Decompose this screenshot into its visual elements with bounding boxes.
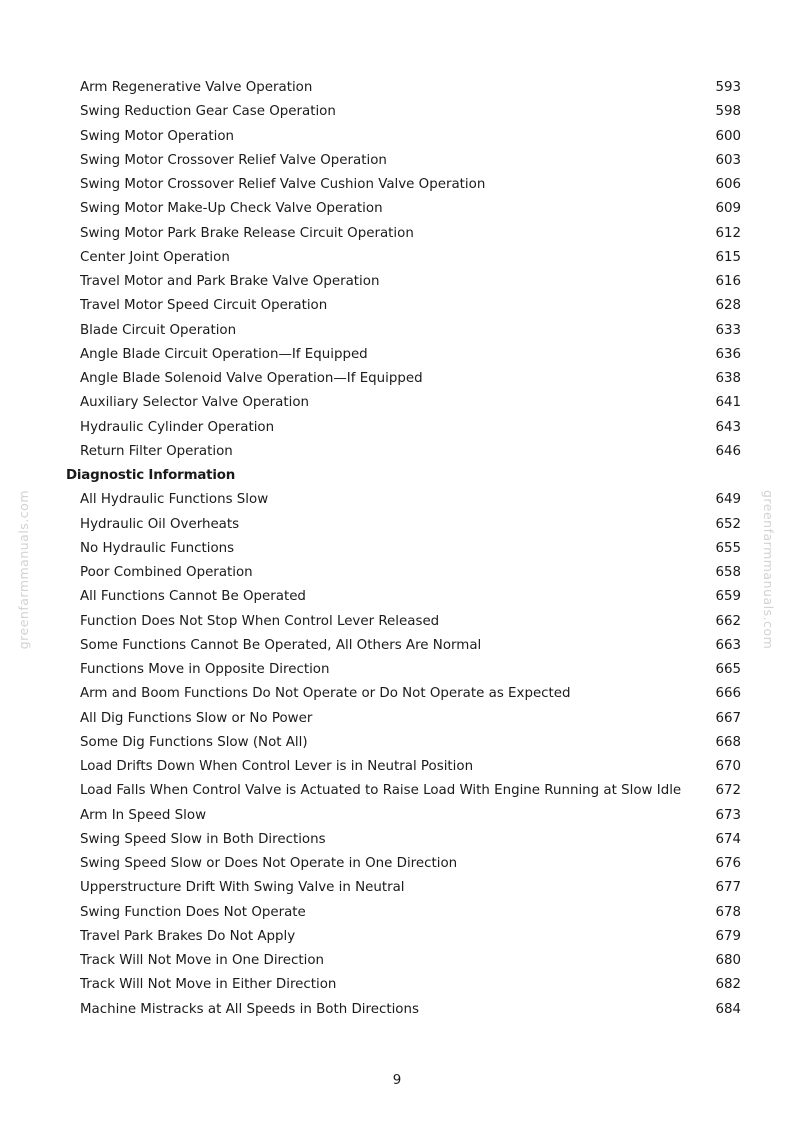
toc-entry[interactable]	[66, 828, 746, 852]
toc-entry-title: Swing Motor Crossover Relief Valve Operation	[80, 152, 387, 168]
toc-entry-page: 684	[715, 1001, 741, 1017]
toc-entry-title: Diagnostic Information	[66, 468, 236, 483]
toc-entry-page: 672	[715, 783, 741, 799]
toc-entry-title: Travel Motor and Park Brake Valve Operation	[80, 274, 380, 289]
toc-entry[interactable]	[66, 149, 746, 173]
toc-entry[interactable]	[66, 610, 746, 634]
toc-entry-title: Swing Motor Operation	[80, 128, 235, 144]
toc-entry[interactable]	[66, 391, 746, 415]
toc-entry[interactable]	[66, 804, 746, 828]
toc-entry-title: All Dig Functions Slow or No Power	[80, 710, 313, 726]
toc-entry[interactable]	[66, 319, 746, 343]
toc-entry-page: 665	[715, 662, 741, 677]
toc-entry[interactable]	[66, 222, 746, 246]
toc-entry-page: 655	[715, 540, 741, 556]
toc-entry-title: Load Falls When Control Valve is Actuated to Raise Load With Engine Running at Slow Idle	[80, 783, 682, 799]
toc-entry-title: Swing Reduction Gear Case Operation	[80, 104, 336, 120]
toc-entry-page: 609	[715, 201, 741, 217]
toc-entry[interactable]	[66, 537, 746, 561]
toc-entry-title: Center Joint Operation	[80, 249, 230, 265]
toc-entry[interactable]	[66, 901, 746, 925]
toc-entry-title: Functions Move in Opposite Direction	[80, 662, 330, 677]
toc-entry-title: Swing Motor Park Brake Release Circuit Operation	[80, 225, 414, 241]
toc-entry-title: No Hydraulic Functions	[80, 540, 235, 556]
toc-entry[interactable]	[66, 658, 746, 682]
toc-entry-page: 603	[715, 152, 741, 168]
toc-entry[interactable]	[66, 100, 746, 124]
toc-entry-page: 615	[715, 249, 741, 265]
toc-entry[interactable]	[66, 246, 746, 270]
toc-entry-page: 643	[715, 419, 741, 435]
toc-entry-title: Load Drifts Down When Control Lever is in Neutral Position	[80, 759, 474, 774]
toc-entry[interactable]	[66, 125, 746, 149]
toc-entry-page: 652	[715, 516, 741, 532]
toc-entry-title: Angle Blade Solenoid Valve Operation—If Equipped	[80, 371, 423, 386]
toc-entry-title: Arm In Speed Slow	[80, 807, 207, 823]
toc-entry-page: 668	[715, 734, 741, 750]
toc-entry-title: Swing Speed Slow or Does Not Operate in One Direction	[80, 856, 458, 871]
toc-entry-title: Swing Motor Make-Up Check Valve Operation	[80, 201, 383, 217]
toc-entry-page: 680	[715, 953, 741, 968]
toc-entry-title: Track Will Not Move in One Direction	[80, 953, 325, 968]
toc-entry[interactable]	[66, 731, 746, 755]
toc-entry[interactable]	[66, 294, 746, 318]
toc-entry-page: 674	[715, 831, 741, 847]
toc-entry-page: 682	[715, 977, 741, 993]
toc-entry[interactable]	[66, 343, 746, 367]
toc-entry[interactable]	[66, 513, 746, 537]
toc-entry[interactable]	[66, 585, 746, 609]
toc-entry-title: Some Functions Cannot Be Operated, All Others Are Normal	[80, 637, 482, 653]
toc-entry-title: Swing Speed Slow in Both Directions	[80, 831, 326, 847]
toc-entry[interactable]	[66, 416, 746, 440]
toc-entry-page: 616	[715, 274, 741, 289]
toc-entry[interactable]	[66, 488, 746, 512]
toc-entry-page: 679	[715, 928, 741, 944]
toc-entry-page: 667	[715, 710, 741, 726]
toc-entry-title: Some Dig Functions Slow (Not All)	[80, 734, 308, 750]
toc-entry-title: Hydraulic Oil Overheats	[80, 516, 240, 532]
watermark-left: greenfarmmanuals.com	[16, 490, 31, 650]
toc-entry[interactable]	[66, 76, 746, 100]
toc-entry-title: Travel Park Brakes Do Not Apply	[80, 928, 296, 944]
toc-entry-title: Angle Blade Circuit Operation—If Equipped	[80, 346, 368, 362]
toc-entry[interactable]	[66, 949, 746, 973]
toc-entry-title: Function Does Not Stop When Control Lever Released	[80, 613, 440, 629]
toc-entry-title: Arm and Boom Functions Do Not Operate or Do Not Operate as Expected	[80, 686, 571, 702]
toc-entry-page: 646	[715, 443, 741, 459]
toc-entry-title: Upperstructure Drift With Swing Valve in Neutral	[80, 880, 405, 896]
page-number: 9	[392, 1073, 402, 1088]
toc-entry-page: 593	[715, 80, 741, 95]
toc-entry-title: Poor Combined Operation	[80, 565, 253, 580]
toc-entry-title: Machine Mistracks at All Speeds in Both Directions	[80, 1001, 419, 1017]
toc-entry[interactable]	[66, 852, 746, 876]
toc-entry-title: Blade Circuit Operation	[80, 322, 237, 338]
toc-entry[interactable]	[66, 173, 746, 197]
toc-entry[interactable]	[66, 634, 746, 658]
toc-entry-title: Swing Motor Crossover Relief Valve Cushion Valve Operation	[80, 177, 486, 192]
toc-entry-page: 633	[715, 322, 741, 338]
toc-entry[interactable]	[66, 682, 746, 706]
toc-entry-title: Auxiliary Selector Valve Operation	[80, 395, 309, 411]
toc-entry-title: All Hydraulic Functions Slow	[80, 492, 269, 508]
toc-entry-title: Swing Function Does Not Operate	[80, 904, 306, 920]
toc-entry-page: 670	[715, 759, 741, 774]
toc-entry[interactable]	[66, 973, 746, 997]
toc-entry[interactable]	[66, 197, 746, 221]
toc-entry[interactable]	[66, 876, 746, 900]
toc-entry-title: Hydraulic Cylinder Operation	[80, 419, 275, 435]
toc-entry-page: 676	[715, 856, 741, 871]
toc-entry-page: 600	[715, 128, 741, 144]
toc-entry[interactable]	[66, 561, 746, 585]
toc-entry-page: 641	[715, 395, 741, 411]
toc-entry[interactable]	[66, 925, 746, 949]
toc-entry-page: 659	[715, 589, 741, 605]
toc-entry[interactable]	[66, 707, 746, 731]
toc-entry-page: 649	[715, 492, 741, 508]
toc-entry[interactable]	[66, 440, 746, 464]
toc-entry-title: Track Will Not Move in Either Direction	[80, 977, 337, 993]
toc-entry-page: 628	[715, 298, 741, 314]
toc-entry[interactable]	[66, 779, 746, 803]
toc-entry-page: 678	[715, 904, 741, 920]
toc-entry-page: 598	[715, 104, 741, 120]
toc-entry-page: 638	[715, 371, 741, 386]
toc-entry[interactable]	[66, 367, 746, 391]
toc-entry-page: 636	[715, 346, 741, 362]
toc-entry-page: 662	[715, 613, 741, 629]
toc-entry-title: Return Filter Operation	[80, 443, 233, 459]
toc-entry-page: 673	[715, 807, 741, 823]
toc-entry[interactable]	[66, 755, 746, 779]
table-of-contents	[66, 76, 746, 1022]
toc-entry-page: 677	[715, 880, 741, 896]
toc-section-heading	[66, 464, 746, 488]
toc-entry-title: Travel Motor Speed Circuit Operation	[80, 298, 328, 314]
toc-entry-title: All Functions Cannot Be Operated	[80, 589, 306, 605]
toc-entry-page: 663	[715, 637, 741, 653]
toc-entry-page: 666	[715, 686, 741, 702]
watermark-right: greenfarmmanuals.com	[761, 490, 776, 650]
toc-entry[interactable]	[66, 998, 746, 1022]
toc-entry-page: 606	[715, 177, 741, 192]
toc-entry[interactable]	[66, 270, 746, 294]
toc-entry-page: 612	[715, 225, 741, 241]
toc-entry-title: Arm Regenerative Valve Operation	[80, 80, 313, 95]
toc-entry-page: 658	[715, 565, 741, 580]
